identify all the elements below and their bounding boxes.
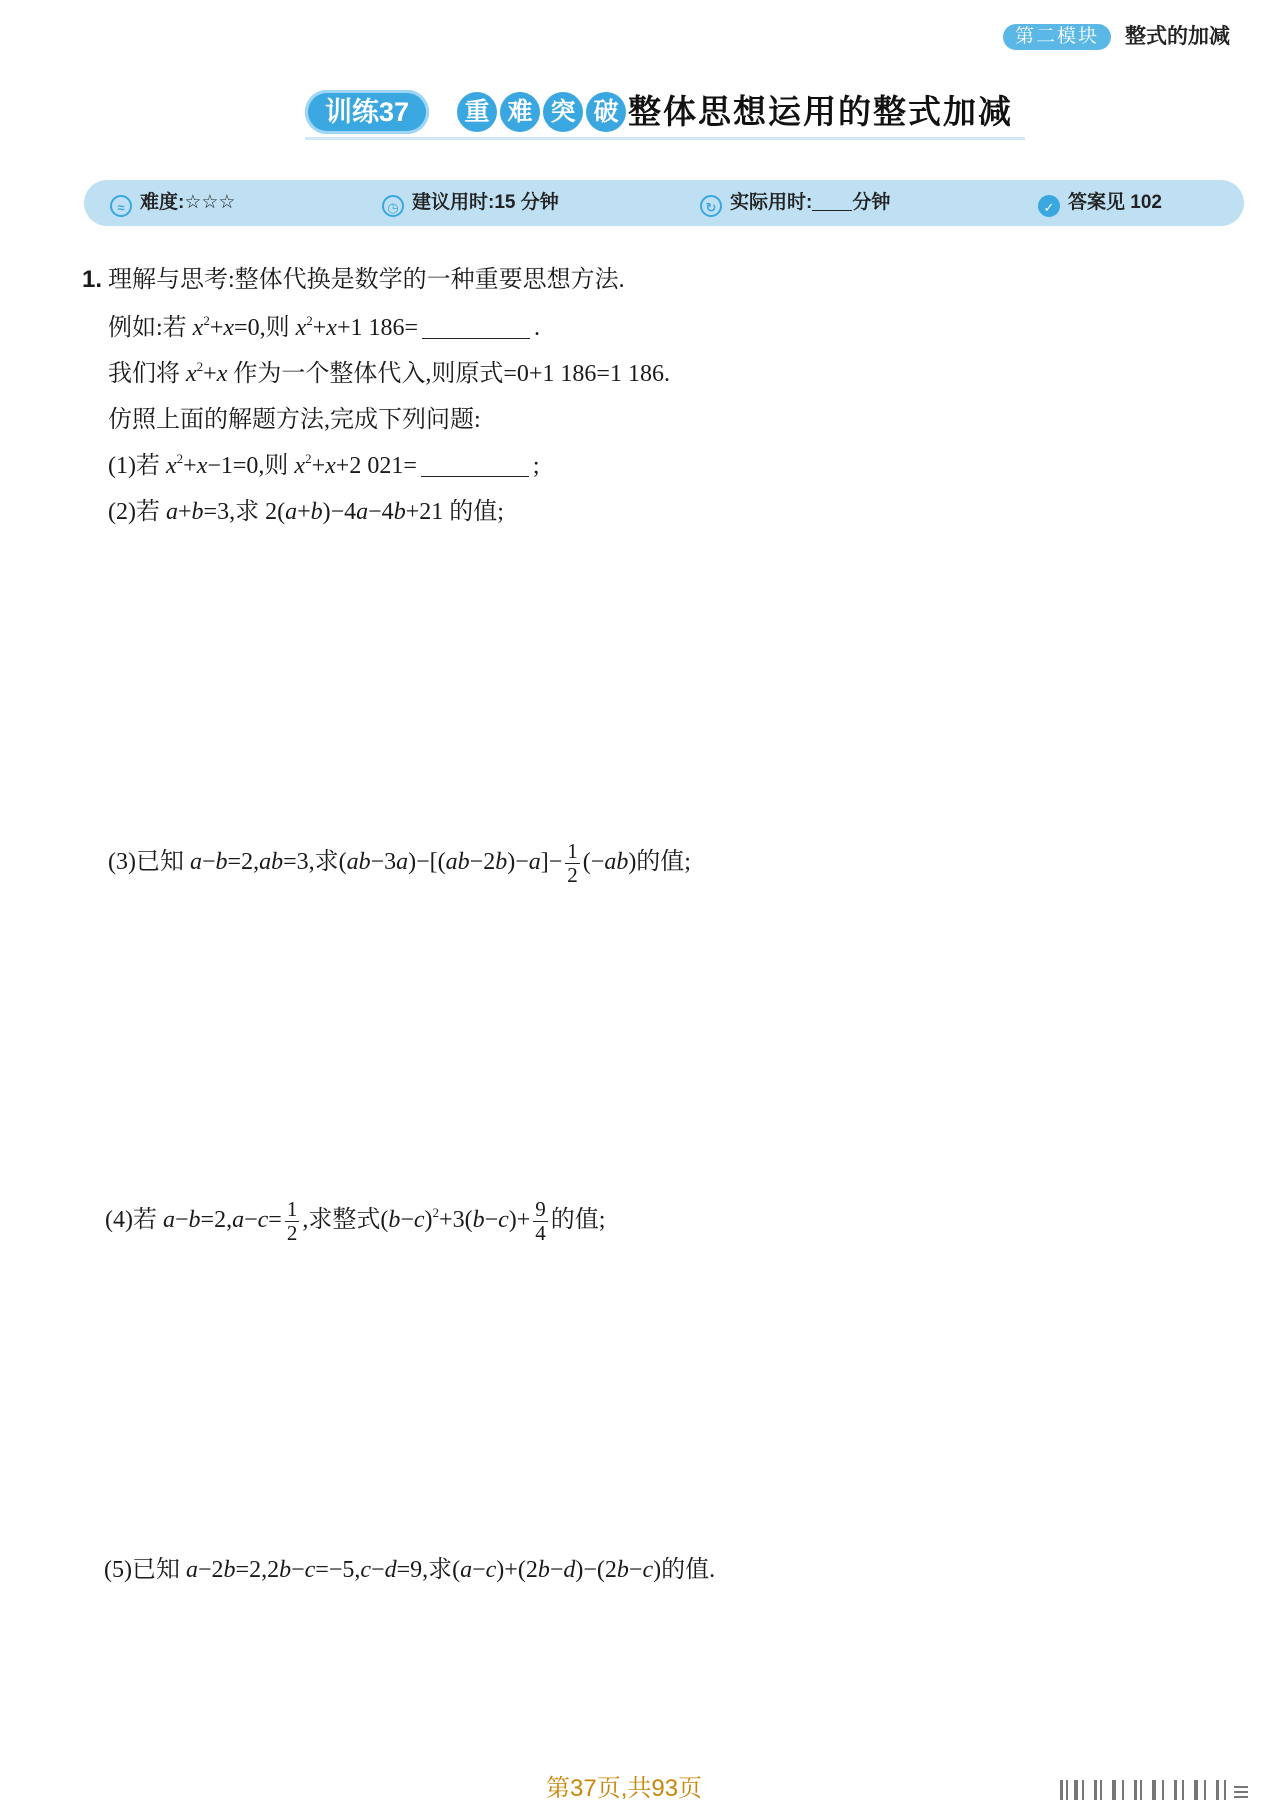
- q5-text-5: )+(2: [496, 1557, 538, 1583]
- example-answer-blank[interactable]: [422, 314, 530, 339]
- actual-time-unit: 分钟: [852, 192, 891, 213]
- question-1: (1)若 $x^2+x-1=0$,则 $x^2+x+2$ 021= ;: [108, 451, 540, 479]
- q4-text-4: ,求整式(: [302, 1207, 389, 1234]
- actual-time-label: 实际用时:: [730, 192, 813, 213]
- signal-icon: ≈: [110, 195, 132, 217]
- module-title: 整式的加减: [1125, 25, 1230, 48]
- page-indicator: 第37页,共93页: [546, 1775, 703, 1802]
- tag-char-3: 突: [543, 92, 583, 132]
- question-5: (5)已知 a−2b=2,2b−c=−5,c−d=9,求(a−c)+(2b−d)−(2b−c)的值.: [104, 1557, 716, 1583]
- q1-answer-blank[interactable]: [421, 452, 529, 477]
- q4-text-5: ): [424, 1207, 433, 1234]
- q4-text-3: =: [268, 1207, 282, 1234]
- q3-text-10: )的值;: [628, 849, 691, 876]
- q4-fraction-2: [533, 1198, 548, 1245]
- q1-text-2: −1=0,则: [207, 453, 295, 479]
- q2-text-4: −4: [368, 499, 394, 525]
- tag-char-4: 破: [586, 92, 626, 132]
- example-text-2: =0,则: [234, 315, 296, 341]
- suggested-time-label: 建议用时:15 分钟: [412, 192, 559, 213]
- example-line: 例如:若 $x^2+x=0$,则 $x^2+x+1$ 186= .: [108, 313, 541, 341]
- q1-text-1: (1)若: [108, 453, 166, 479]
- q4-frac2-num: 9: [535, 1197, 546, 1221]
- q5-text-3: =−5,: [315, 1557, 361, 1583]
- page-title: 整体思想运用的整式加减: [628, 93, 1013, 130]
- q2-text-3: )−4: [322, 499, 357, 525]
- q3-text-1: (3)已知: [108, 849, 190, 876]
- q4-text-8: 的值;: [550, 1207, 606, 1234]
- tag-char-1: 重: [457, 92, 497, 132]
- q3-text-8: ]−: [540, 849, 563, 876]
- answer-ref-label: 答案见 102: [1068, 192, 1162, 213]
- q4-text-2: =2,: [200, 1207, 233, 1234]
- q3-text-3: =3,求(: [283, 849, 347, 876]
- q3-text-9: (−: [582, 849, 605, 876]
- q5-text-2: =2,2: [235, 1557, 280, 1583]
- explain-line: 我们将 $x^2+x$ 作为一个整体代入,则原式=0+1 186=1 186.: [108, 359, 670, 387]
- q3-text-6: −2: [469, 849, 496, 876]
- title-underline: [305, 137, 1025, 140]
- question-4: (4)若 a−b=2,a−c= $\frac{1}{2}$ ,求整式$(b-c)^2+3(b-c)+$ $\frac{9}{4}$ 的值;: [105, 1197, 606, 1245]
- explain-text-1: 我们将: [108, 361, 186, 387]
- suggested-time-item: [382, 191, 559, 217]
- difficulty-item: [110, 191, 235, 217]
- q4-frac1-den: 2: [286, 1221, 298, 1245]
- q4-text-7: )+: [508, 1207, 531, 1234]
- explain-text-2: 作为一个整体代入,则原式=0+1 186=1 186.: [227, 361, 670, 387]
- q3-text-2: =2,: [227, 849, 260, 876]
- q4-text-6: +3(: [439, 1207, 473, 1234]
- q2-text-1: (2)若: [108, 499, 166, 525]
- instruction-line: 仿照上面的解题方法,完成下列问题:: [108, 407, 481, 433]
- q3-text-5: )−[(: [408, 849, 446, 876]
- question-3: (3)已知 a−b=2,ab=3,求(ab−3a)−[(ab−2b)−a]− $\frac{1}{2}$ (−ab)的值;: [108, 839, 691, 887]
- q2-text-5: +21 的值;: [405, 499, 504, 525]
- difficulty-label: 难度:☆☆☆: [140, 192, 236, 213]
- alarm-clock-icon: ◷: [382, 195, 404, 217]
- training-badge: 训练37: [305, 90, 429, 134]
- q4-fraction-1: [285, 1198, 300, 1245]
- problem-1-intro: [82, 262, 625, 298]
- q4-frac2-den: 4: [535, 1221, 546, 1245]
- barcode-icon: [1060, 1778, 1250, 1802]
- tag-char-2: 难: [500, 92, 540, 132]
- actual-time-blank[interactable]: [812, 192, 852, 211]
- example-text-1: 例如:若: [108, 315, 193, 341]
- q3-text-7: )−: [507, 849, 529, 876]
- q5-text-1: (5)已知: [104, 1557, 186, 1583]
- actual-time-item: [700, 191, 890, 217]
- q4-text-1: (4)若: [105, 1207, 163, 1234]
- q3-frac-den: 2: [567, 863, 578, 887]
- example-text-3: +1 186=: [336, 315, 419, 341]
- q1-text-3: +2 021=: [335, 453, 417, 479]
- q3-fraction: [565, 840, 580, 887]
- question-2: (2)若 a+b=3,求 2(a+b)−4a−4b+21 的值;: [108, 499, 504, 525]
- answer-ref-item: [1038, 191, 1162, 217]
- module-badge: 第二模块: [1003, 24, 1111, 50]
- q3-text-4: −3: [370, 849, 397, 876]
- timer-icon: ↻: [700, 195, 722, 217]
- problem-intro-text: 理解与思考:整体代换是数学的一种重要思想方法.: [108, 267, 625, 293]
- check-icon: ✓: [1038, 195, 1060, 217]
- q3-frac-num: 1: [567, 839, 578, 863]
- problem-number: 1.: [82, 266, 103, 293]
- q1-text-4: ;: [532, 453, 540, 479]
- q4-frac1-num: 1: [286, 1197, 298, 1221]
- example-text-4: .: [534, 315, 541, 341]
- q5-text-4: =9,求(: [396, 1557, 461, 1583]
- q5-text-7: )的值.: [653, 1557, 716, 1583]
- q5-text-6: )−(2: [575, 1557, 617, 1583]
- q2-text-2: =3,求 2(: [203, 499, 286, 525]
